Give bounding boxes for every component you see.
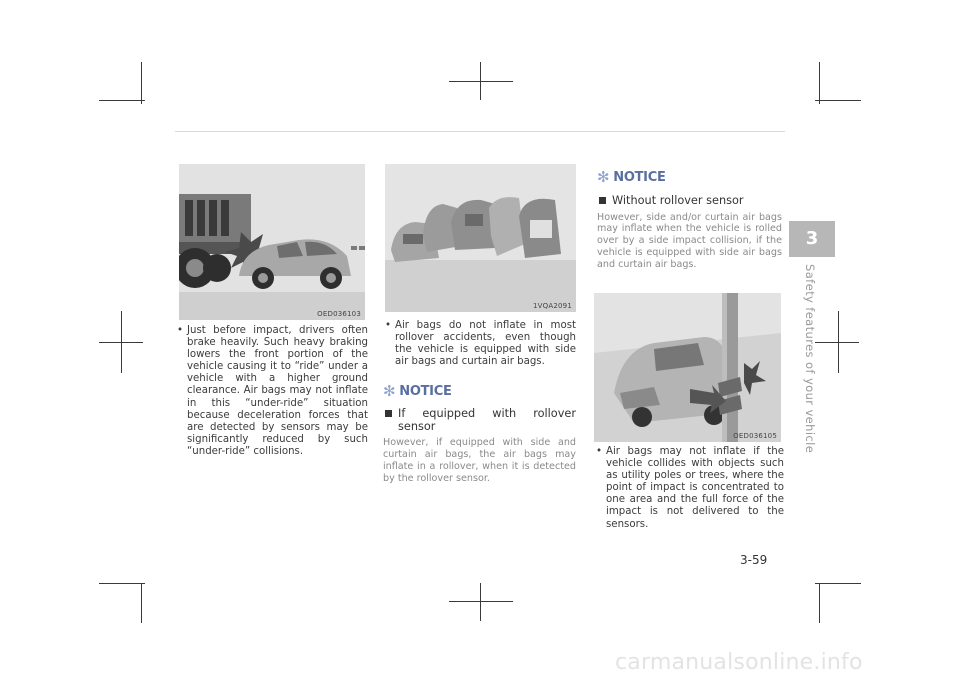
page-number: 3-59 — [740, 553, 768, 567]
square-bullet-icon — [385, 410, 392, 417]
notice-heading — [383, 382, 576, 400]
middle-column — [383, 320, 576, 485]
list-item — [594, 446, 784, 531]
rollover-illustration — [385, 164, 576, 312]
notice-heading — [597, 168, 782, 186]
bullet-dot: • — [385, 320, 392, 331]
figure-code: OED036105 — [733, 432, 777, 440]
notice-subheading — [597, 195, 782, 208]
notice-body: However, if equipped with side and curtain air bags, the air bags may inflate in a rollover, when it is detected by the rollover sensor. — [383, 437, 576, 485]
list-item — [175, 325, 368, 458]
rollover-text: Air bags do not inflate in most rollover accidents, even though the vehicle is equipped with side air bags and curtain air bags. — [395, 320, 576, 368]
pole-impact-illustration — [594, 293, 781, 442]
chapter-number-tab: 3 — [789, 221, 835, 257]
watermark-text: carmanualsonline.info — [615, 650, 863, 675]
notice-title: NOTICE — [399, 383, 452, 399]
bullet-dot: • — [177, 325, 184, 336]
notice-star-icon: ✻ — [383, 382, 396, 401]
notice-star-icon: ✻ — [597, 168, 610, 186]
notice-body: However, side and/or curtain air bags may inflate when the vehicle is rolled over by a side impact collision, if the vehicle is equipped with side air bags and curtain air bags. — [597, 211, 782, 271]
figure-code: 1VQA2091 — [533, 302, 572, 310]
notice-title: NOTICE — [613, 169, 666, 185]
chapter-title-text: Safety features of your vehicle — [803, 264, 817, 454]
chapter-title — [797, 264, 827, 454]
bullet-dot: • — [596, 446, 603, 457]
subheading-text: Without rollover sensor — [612, 194, 744, 207]
subheading-text: If equipped with rollover sensor — [398, 407, 576, 433]
figure-code: OED036103 — [317, 310, 361, 318]
right-column — [597, 168, 782, 271]
list-item — [383, 320, 576, 368]
under-ride-illustration — [179, 164, 365, 320]
header-rule — [175, 131, 785, 132]
notice-subheading — [383, 408, 576, 433]
right-column-bullet — [594, 446, 784, 531]
square-bullet-icon — [599, 197, 606, 204]
under-ride-text: Just before impact, drivers often brake heavily. Such heavy braking lowers the front portion of the vehicle causing it to “ride” under a vehicle with a higher ground clearance. Air bags may not inflate in this “under-ride” situation because deceleration forces that are detected by sensors may be significantly reduced by such “under-ride” collisions. — [187, 325, 368, 457]
left-column — [175, 325, 368, 458]
pole-impact-text: Air bags may not inflate if the vehicle collides with objects such as utility poles or trees, where the point of impact is concentrated to one area and the full force of the impact is not delivered to the sensors. — [606, 446, 784, 530]
